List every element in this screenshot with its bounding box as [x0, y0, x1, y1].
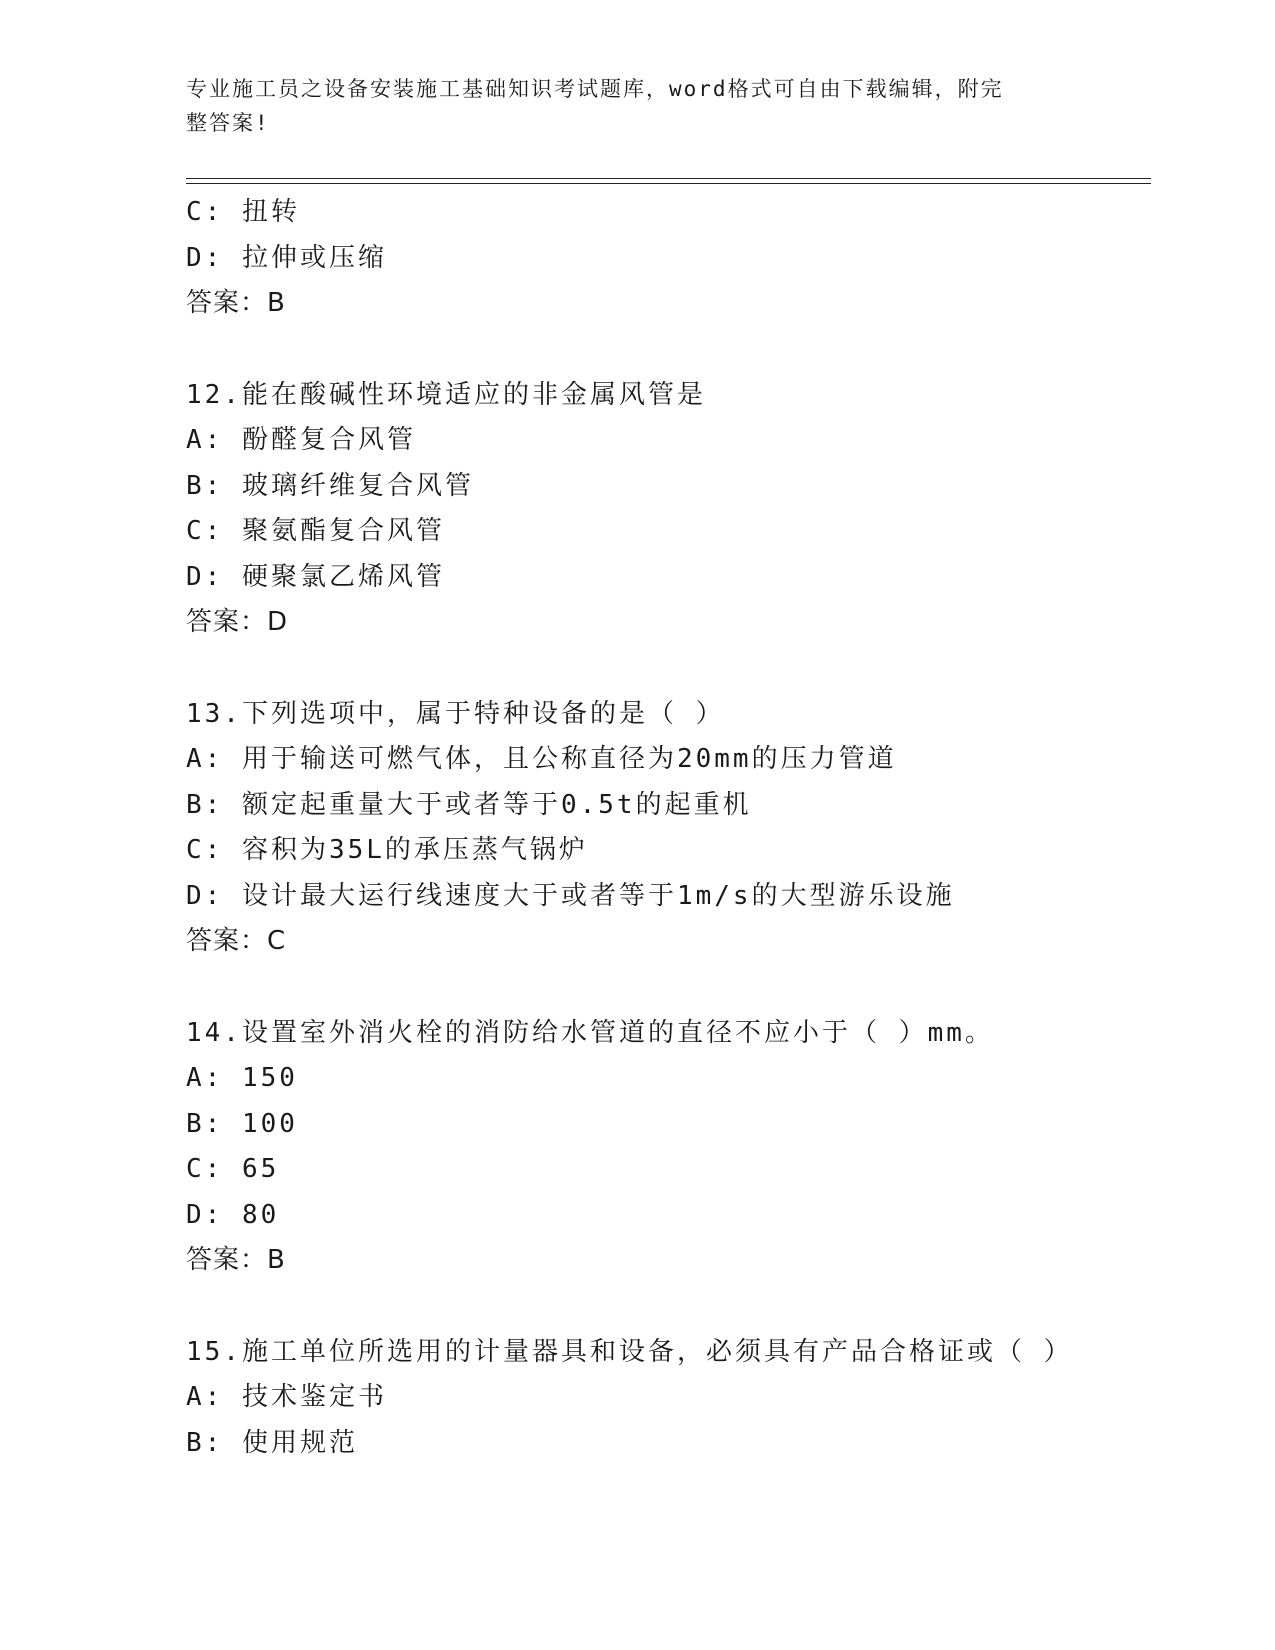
- answer-line: 答案：B: [186, 288, 286, 318]
- question-11-continued: [186, 190, 1146, 327]
- answer-line: 答案：C: [186, 926, 287, 956]
- answer-line: 答案：B: [186, 1245, 286, 1275]
- page-header: [186, 72, 1086, 140]
- header-rule-bottom: [186, 183, 1151, 184]
- header-line-1: 专业施工员之设备安装施工基础知识考试题库，word格式可自由下载编辑，附完: [186, 77, 1004, 101]
- option-d: D: 拉伸或压缩: [186, 242, 387, 273]
- option-b: B: 使用规范: [186, 1427, 358, 1458]
- answer-line: 答案：D: [186, 607, 289, 637]
- option-c: C: 容积为35L的承压蒸气锅炉: [186, 835, 588, 865]
- option-a: A: 150: [186, 1063, 298, 1093]
- option-a: A: 技术鉴定书: [186, 1382, 387, 1412]
- question-content: [186, 190, 1146, 1466]
- question-stem: 13.下列选项中，属于特种设备的是（ ）: [186, 698, 725, 729]
- option-c: C: 扭转: [186, 197, 300, 227]
- question-14: [186, 1011, 1146, 1284]
- question-stem: 15.施工单位所选用的计量器具和设备，必须具有产品合格证或（ ）: [186, 1336, 1073, 1367]
- option-d: D: 设计最大运行线速度大于或者等于1m/s的大型游乐设施: [186, 880, 955, 911]
- option-b: B: 额定起重量大于或者等于0.5t的起重机: [186, 789, 752, 820]
- option-d: D: 80: [186, 1199, 280, 1230]
- question-stem: 14.设置室外消火栓的消防给水管道的直径不应小于（ ）mm。: [186, 1017, 994, 1048]
- option-a: A: 酚醛复合风管: [186, 425, 416, 455]
- option-d: D: 硬聚氯乙烯风管: [186, 561, 445, 592]
- question-13: [186, 692, 1146, 965]
- question-stem: 12.能在酸碱性环境适应的非金属风管是: [186, 379, 706, 410]
- question-12: [186, 373, 1146, 646]
- option-c: C: 65: [186, 1154, 280, 1184]
- option-b: B: 玻璃纤维复合风管: [186, 470, 474, 501]
- question-15: [186, 1330, 1146, 1467]
- option-b: B: 100: [186, 1108, 298, 1139]
- header-rule-top: [186, 178, 1151, 179]
- header-line-2: 整答案!: [186, 111, 270, 135]
- option-a: A: 用于输送可燃气体，且公称直径为20mm的压力管道: [186, 744, 897, 774]
- option-c: C: 聚氨酯复合风管: [186, 516, 445, 546]
